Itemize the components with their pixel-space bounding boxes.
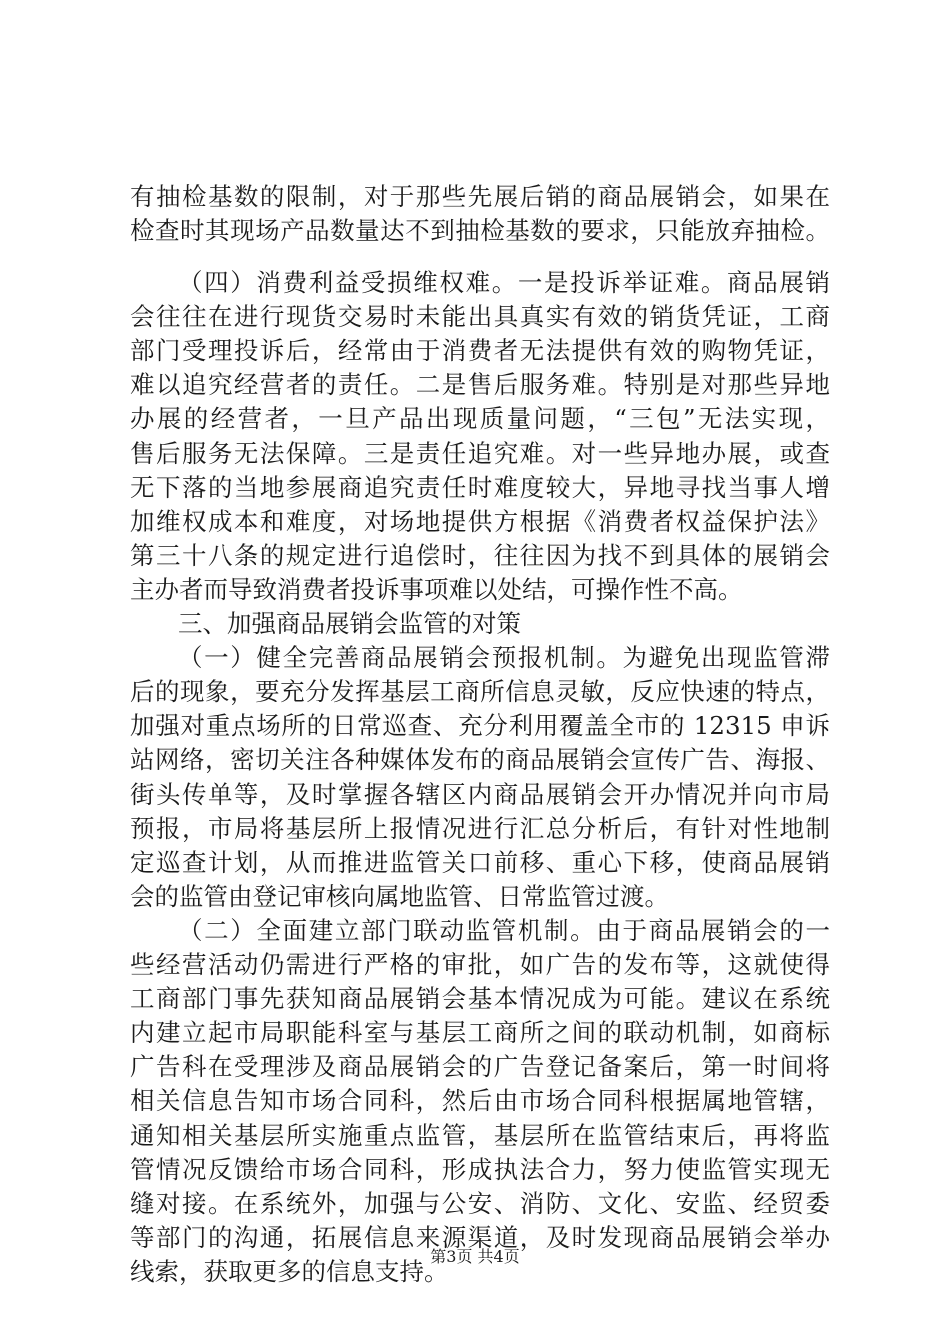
text-line: 有抽检基数的限制，对于那些先展后销的商品展销会，如果在 [130,182,830,211]
text-line: 办展的经营者，一旦产品出现质量问题，“三包”无法实现， [130,404,830,434]
text-line: 内建立起市局职能科室与基层工商所之间的联动机制，如商标 [130,1018,830,1048]
text-line: 部门受理投诉后，经常由于消费者无法提供有效的购物凭证， [130,336,830,366]
text-line: 难以追究经营者的责任。二是售后服务难。特别是对那些异地 [130,370,830,400]
text-line: 无下落的当地参展商追究责任时难度较大，异地寻找当事人增 [130,472,830,502]
text-line: 广告科在受理涉及商品展销会的广告登记备案后，第一时间将 [130,1052,830,1082]
text-line: 后的现象，要充分发挥基层工商所信息灵敏，反应快速的特点， [130,677,830,707]
text-line: 等部门的沟通，拓展信息来源渠道，及时发现商品展销会举办 [130,1222,830,1252]
text-line: 工商部门事先获知商品展销会基本情况成为可能。建议在系统 [130,984,830,1014]
text-line: 加强对重点场所的日常巡查、充分利用覆盖全市的 12315 申诉 [130,711,830,741]
text-line: （四）消费利益受损维权难。一是投诉举证难。商品展销 [178,268,830,297]
text-line: 会往往在进行现货交易时未能出具真实有效的销货凭证，工商 [130,302,830,332]
section-heading: 三、加强商品展销会监管的对策 [178,609,521,638]
text-line: 预报，市局将基层所上报情况进行汇总分析后，有针对性地制 [130,813,830,843]
text-line: 主办者而导致消费者投诉事项难以处结，可操作性不高。 [130,574,743,604]
text-line: 管情况反馈给市场合同科，形成执法合力，努力使监管实现无 [130,1154,830,1184]
text-line: 检查时其现场产品数量达不到抽检基数的要求，只能放弃抽检。 [130,216,830,246]
text-line: （二）全面建立部门联动监管机制。由于商品展销会的一 [178,915,830,945]
text-line: 些经营活动仍需进行严格的审批，如广告的发布等，这就使得 [130,950,830,979]
text-line: 相关信息告知市场合同科，然后由市场合同科根据属地管辖， [130,1086,830,1116]
text-line: 第三十八条的规定进行追偿时，往往因为找不到具体的展销会 [130,540,830,570]
text-line: 定巡查计划，从而推进监管关口前移、重心下移，使商品展销 [130,847,830,877]
text-line: 线索，获取更多的信息支持。 [130,1256,449,1286]
text-line: 通知相关基层所实施重点监管，基层所在监管结束后，再将监 [130,1120,830,1150]
text-line: 街头传单等，及时掌握各辖区内商品展销会开办情况并向市局 [130,779,830,809]
text-line: （一）健全完善商品展销会预报机制。为避免出现监管滞 [178,643,830,673]
text-line: 会的监管由登记审核向属地监管、日常监管过渡。 [130,881,669,911]
text-line: 站网络，密切关注各种媒体发布的商品展销会宣传广告、海报、 [130,745,830,775]
text-line: 缝对接。在系统外，加强与公安、消防、文化、安监、经贸委 [130,1188,830,1218]
page-footer: 第3页 共4页 [430,1247,520,1266]
text-line: 加维权成本和难度，对场地提供方根据《消费者权益保护法》 [130,506,830,536]
text-line: 售后服务无法保障。三是责任追究难。对一些异地办展，或查 [130,438,830,468]
